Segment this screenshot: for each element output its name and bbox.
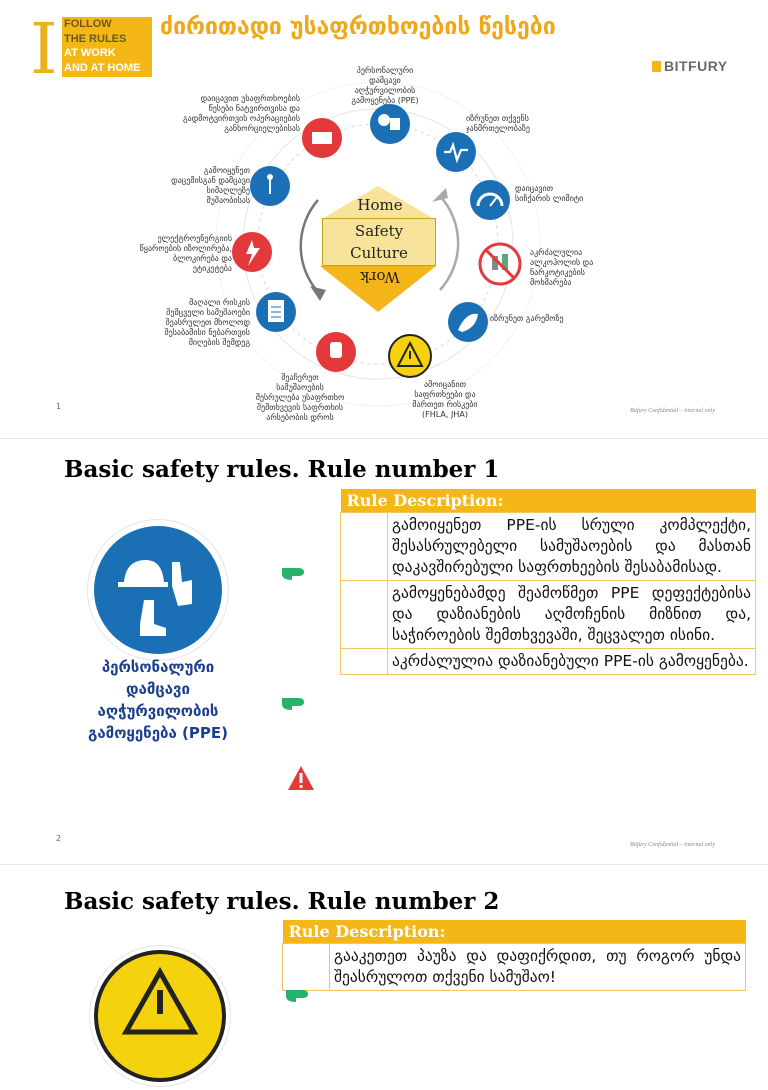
warning-sign-icon bbox=[90, 946, 230, 1086]
rule-text: აკრძალულია დაზიანებული PPE-ის გამოყენება. bbox=[388, 649, 756, 675]
warning-sign bbox=[90, 946, 230, 1086]
label-isolation: ელექტროენერგიის წყაროების იზოლირება, ბლოკირება და ეტიკეტება bbox=[139, 234, 232, 273]
rule1-title: Basic safety rules. Rule number 1 bbox=[64, 456, 500, 483]
pointing-hand-icon bbox=[282, 982, 314, 1006]
slide-separator bbox=[0, 438, 768, 439]
center-safety-culture bbox=[322, 220, 436, 264]
label-alcohol: აკრძალულია ალკოჰოლის და ნარკოტიკების მოხმარება bbox=[530, 248, 594, 287]
table-row bbox=[341, 649, 756, 675]
speedometer-icon bbox=[470, 180, 510, 220]
follow-line-2: THE RULES bbox=[64, 32, 127, 45]
no-alcohol-icon bbox=[480, 244, 520, 284]
rule2-table bbox=[282, 920, 746, 991]
label-fall-protection: გამოიყენეთ დაცემისგან დამცავი სიმაღლეზე მუშაობისას bbox=[171, 166, 250, 205]
environment-icon bbox=[448, 302, 488, 342]
container-icon bbox=[302, 118, 342, 158]
slide-separator bbox=[0, 864, 768, 865]
stop-hand-icon bbox=[316, 332, 356, 372]
label-health: იზრუნეთ თქვენს ჯანმრთელობაზე bbox=[466, 114, 530, 133]
pointing-hand-icon bbox=[278, 690, 310, 714]
center-work-label: Work bbox=[360, 268, 400, 286]
fall-protection-icon bbox=[250, 166, 290, 206]
rule2-table-header: Rule Description: bbox=[283, 920, 746, 944]
page-number: 1 bbox=[56, 402, 62, 411]
pointing-hand-icon bbox=[278, 560, 310, 584]
ppe-icon bbox=[370, 104, 410, 144]
rule1-table bbox=[340, 489, 756, 675]
label-hazards: ამოიცანით საფრთხეები და მართეთ რისკები (FHLA, JHA) bbox=[412, 380, 478, 419]
table-row bbox=[341, 581, 756, 649]
label-ppe: პერსონალური დამცავი აღჭურვილობის გამოყენება (PPE) bbox=[351, 66, 419, 105]
ppe-sign-icon bbox=[88, 520, 228, 660]
follow-line-4: AND AT HOME bbox=[64, 61, 141, 74]
page-number: 2 bbox=[56, 834, 62, 843]
checklist-icon bbox=[256, 292, 296, 332]
right-arrow bbox=[440, 196, 458, 290]
big-letter-i: I bbox=[30, 8, 58, 90]
label-speed: დაიცავით სიჩქარის ლიმიტი bbox=[515, 184, 584, 203]
follow-line-3: AT WORK bbox=[64, 47, 116, 59]
follow-line-1: FOLLOW bbox=[64, 18, 112, 30]
heartbeat-icon bbox=[436, 132, 476, 172]
rule-text: გააკეთეთ პაუზა და დაფიქრდით, თუ როგორ უნდა შეასრულოთ თქვენი სამუშაო! bbox=[330, 944, 746, 991]
electric-lock-icon bbox=[232, 232, 272, 272]
ppe-caption: პერსონალური დამცავი აღჭურვილობის გამოყენება (PPE) bbox=[88, 658, 228, 742]
slide1-title: ძირითადი უსაფრთხოების წესები bbox=[160, 14, 556, 40]
rule-text: გამოყენებამდე შეამოწმეთ PPE დეფექტებისა და დაზიანების აღმოჩენის მიზნით და, საჭიროების შემთხვევაში, შეცვალეთ ისინი. bbox=[388, 581, 756, 649]
hazard-icon bbox=[389, 335, 431, 377]
confidential-note: Bitfury Confidential – internal only bbox=[630, 408, 715, 414]
row-icon-cell bbox=[341, 513, 388, 581]
brand-name: BITFURY bbox=[664, 58, 728, 74]
center-culture-label: Culture bbox=[350, 244, 408, 262]
label-loading-rules: დაიცავით უსაფრთხოების წესები ნატვირთვისა და გადმოტვირთვის ოპერაციების განხორციელებისას bbox=[182, 94, 300, 133]
label-environment: იზრუნეთ გარემოზე bbox=[490, 314, 564, 323]
row-icon-cell bbox=[341, 649, 388, 675]
rule1-table-header: Rule Description: bbox=[341, 489, 756, 513]
confidential-note: Bitfury Confidential – internal only bbox=[630, 842, 715, 848]
slide-overview bbox=[0, 0, 768, 432]
label-stop-work: შეაჩერეთ სამუშაოების შესრულება უსაფრთხო შემთხვევის საფრთხის არსებობის დროს bbox=[255, 373, 345, 422]
center-home-label: Home bbox=[357, 196, 403, 214]
row-icon-cell bbox=[341, 581, 388, 649]
left-arrow bbox=[301, 200, 318, 292]
rule-text: გამოიყენეთ PPE-ის სრული კომპლექტი, შესასრულებელი სამუშაოების და მასთან დაკავშირებული საფრთხეების შესაბამისად. bbox=[388, 513, 756, 581]
table-row bbox=[341, 513, 756, 581]
label-permit: მაღალი რისკის შემცველი სამუშაოები შეასრულეთ მხოლოდ შესაბამისი ნებართვის მიღების შემდეგ bbox=[164, 298, 250, 347]
center-safety-label: Safety bbox=[354, 222, 404, 240]
warning-triangle-icon bbox=[286, 764, 316, 792]
table-row bbox=[283, 944, 746, 991]
rule2-title: Basic safety rules. Rule number 2 bbox=[64, 888, 500, 915]
ppe-sign bbox=[88, 520, 228, 660]
